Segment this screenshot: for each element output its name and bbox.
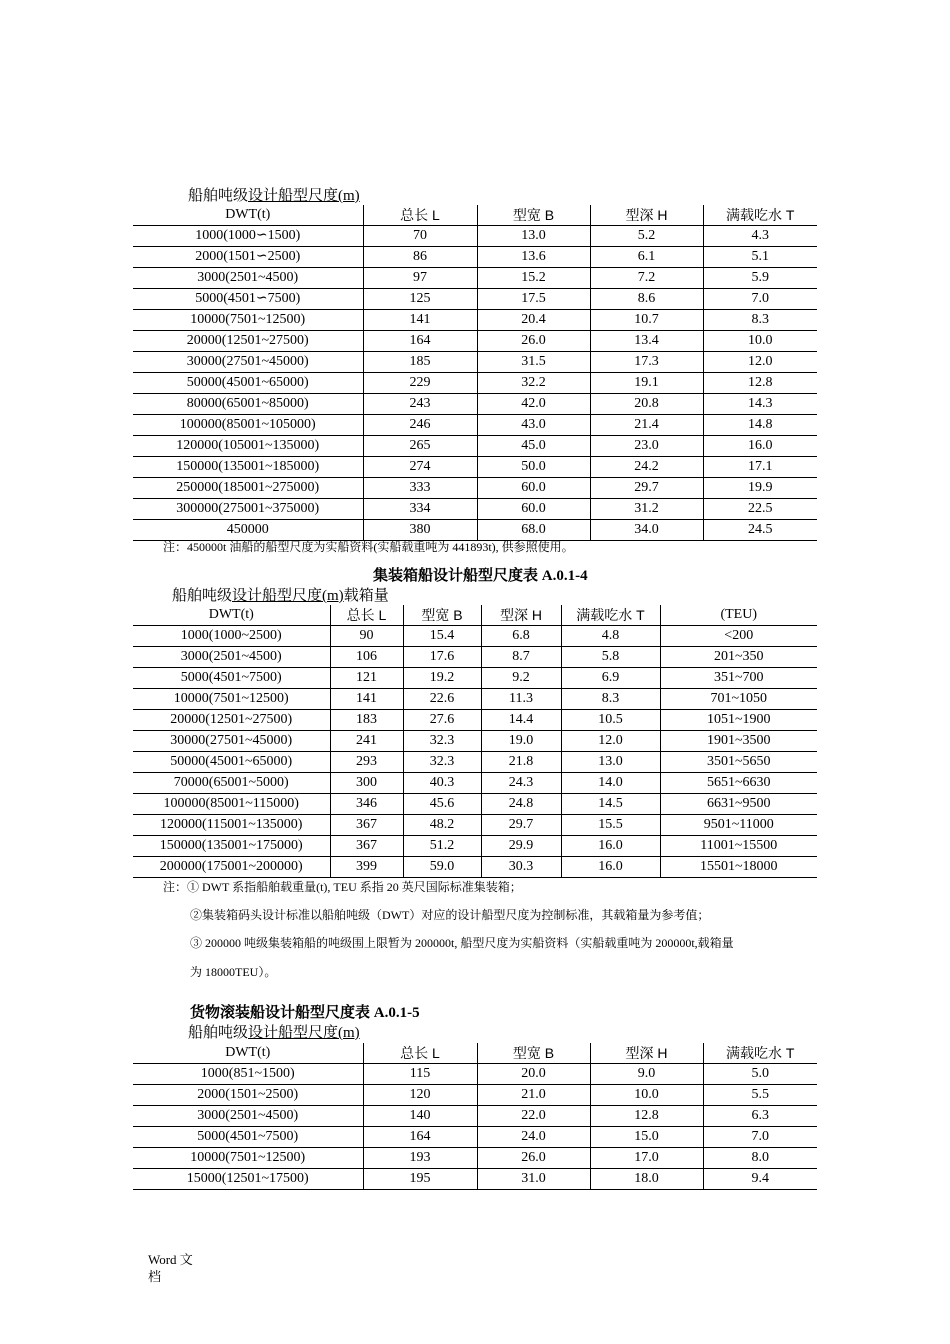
table2-note-4: 为 18000TEU）。 — [190, 965, 277, 979]
table-cell: 7.2 — [590, 268, 703, 289]
table2 — [133, 605, 817, 878]
table2-note-2: ②集装箱码头设计标准以船舶吨级（DWT）对应的设计船型尺度为控制标准，其载箱量为参考值； — [190, 908, 710, 922]
table-cell: 8.3 — [561, 689, 660, 710]
table-cell: 18.0 — [590, 1169, 703, 1190]
table-cell: 3000(2501~4500) — [133, 647, 330, 668]
table-cell: 164 — [363, 1127, 477, 1148]
table-cell: 5.5 — [703, 1085, 817, 1106]
table-cell: 100000(85001~105000) — [133, 415, 363, 436]
table-row — [133, 857, 817, 878]
table-cell: 367 — [330, 836, 403, 857]
table-cell: 16.0 — [703, 436, 817, 457]
table-cell: 10.0 — [703, 331, 817, 352]
table-cell: 2000(1501~2500) — [133, 1085, 363, 1106]
table-cell: 200000(175001~200000) — [133, 857, 330, 878]
table-cell: 50.0 — [477, 457, 590, 478]
table-cell: 13.6 — [477, 247, 590, 268]
table-cell: 100000(85001~115000) — [133, 794, 330, 815]
table-row — [133, 752, 817, 773]
table1-caption — [188, 184, 360, 205]
table-cell: 10.0 — [590, 1085, 703, 1106]
table-cell: 20.4 — [477, 310, 590, 331]
table-cell: 20.8 — [590, 394, 703, 415]
table-cell: 346 — [330, 794, 403, 815]
table-row — [133, 310, 817, 331]
table-cell: 17.6 — [403, 647, 481, 668]
table-cell: 22.5 — [703, 499, 817, 520]
table-cell: 5.0 — [703, 1064, 817, 1085]
table-cell: 15.5 — [561, 815, 660, 836]
table2-caption-suffix: 载箱量 — [343, 588, 389, 604]
column-header: (TEU) — [660, 605, 817, 626]
table-cell: 334 — [363, 499, 477, 520]
table-cell: 13.0 — [561, 752, 660, 773]
table1-caption-underlined: 设计船型尺度(m) — [248, 188, 360, 204]
table3-caption — [188, 1021, 360, 1042]
table-cell: 13.4 — [590, 331, 703, 352]
table-cell: 17.1 — [703, 457, 817, 478]
table-cell: 80000(65001~85000) — [133, 394, 363, 415]
table-row — [133, 710, 817, 731]
table-cell: 201~350 — [660, 647, 817, 668]
table-cell: 86 — [363, 247, 477, 268]
table-cell: 59.0 — [403, 857, 481, 878]
table-cell: 15501~18000 — [660, 857, 817, 878]
table-cell: 193 — [363, 1148, 477, 1169]
table-cell: 333 — [363, 478, 477, 499]
table-row — [133, 836, 817, 857]
table-cell: 274 — [363, 457, 477, 478]
table-cell: 48.2 — [403, 815, 481, 836]
table-cell: 23.0 — [590, 436, 703, 457]
table-row — [133, 689, 817, 710]
table-cell: 29.7 — [481, 815, 561, 836]
table-cell: 90 — [330, 626, 403, 647]
table-cell: 70000(65001~5000) — [133, 773, 330, 794]
table-cell: 50000(45001~65000) — [133, 752, 330, 773]
table3-title: 货物滚装船设计船型尺度表 A.0.1-5 — [190, 1005, 420, 1021]
table-row — [133, 1148, 817, 1169]
table-cell: 5000(4501∽7500) — [133, 289, 363, 310]
column-header: 满载吃水 T — [703, 1043, 817, 1064]
table-cell: 14.8 — [703, 415, 817, 436]
table-cell: 15.0 — [590, 1127, 703, 1148]
table-cell: 7.0 — [703, 289, 817, 310]
table-cell: 12.0 — [703, 352, 817, 373]
table-cell: 22.0 — [477, 1106, 590, 1127]
table2-caption — [172, 584, 389, 605]
table-cell: 450000 — [133, 520, 363, 541]
table-cell: 1000(1000~2500) — [180, 628, 282, 643]
table-cell: 183 — [330, 710, 403, 731]
table-cell: 12.8 — [590, 1106, 703, 1127]
table-cell: 150000(135001~175000) — [133, 836, 330, 857]
table-cell: 43.0 — [477, 415, 590, 436]
table-cell: <200 — [660, 626, 817, 647]
table-cell: 32.2 — [477, 373, 590, 394]
table-cell: 185 — [363, 352, 477, 373]
table-cell: 6631~9500 — [660, 794, 817, 815]
table2-title: 集装箱船设计船型尺度表 A.0.1-4 — [373, 568, 588, 584]
table-cell: 15.4 — [403, 626, 481, 647]
table-cell: 367 — [330, 815, 403, 836]
table-cell: 6.1 — [590, 247, 703, 268]
table-cell: 70 — [363, 226, 477, 247]
table-cell: 120000(105001~135000) — [133, 436, 363, 457]
table-cell: 8.7 — [481, 647, 561, 668]
table-cell: 19.2 — [403, 668, 481, 689]
table-cell: 10000(7501~12500) — [133, 689, 330, 710]
table1 — [133, 205, 817, 541]
table1-note: 注：450000t 油船的船型尺度为实船资料(实船载重吨为 441893t), 供参照使用。 — [163, 540, 574, 554]
table-cell: 30000(27501~45000) — [133, 352, 363, 373]
table-cell: 19.9 — [703, 478, 817, 499]
table-cell: 24.2 — [590, 457, 703, 478]
table-row — [133, 268, 817, 289]
table-row — [133, 794, 817, 815]
column-header: 型深 H — [590, 1043, 703, 1064]
table1-caption-prefix: 船舶吨级 — [188, 188, 249, 204]
table-cell: 5651~6630 — [660, 773, 817, 794]
table-cell: 380 — [363, 520, 477, 541]
table-cell: 293 — [330, 752, 403, 773]
table-cell: 31.2 — [590, 499, 703, 520]
table-cell: 3000(2501~4500) — [133, 268, 363, 289]
table-row — [133, 352, 817, 373]
table-row — [133, 436, 817, 457]
table-cell: 5.9 — [703, 268, 817, 289]
table-row — [133, 331, 817, 352]
table-cell: 9501~11000 — [660, 815, 817, 836]
table-cell: 19.0 — [481, 731, 561, 752]
table-cell: 17.3 — [590, 352, 703, 373]
table-cell: 22.6 — [403, 689, 481, 710]
table-cell: 60.0 — [477, 499, 590, 520]
table-cell: 6.8 — [481, 626, 561, 647]
table-cell: 399 — [330, 857, 403, 878]
column-header: 型宽 B — [403, 605, 481, 626]
table-cell: 1000(851~1500) — [200, 1066, 295, 1081]
table-cell: 45.0 — [477, 436, 590, 457]
table-cell: 164 — [363, 331, 477, 352]
table-cell: 20000(12501~27500) — [133, 331, 363, 352]
table-row — [133, 1106, 817, 1127]
table-row — [133, 731, 817, 752]
table-row — [133, 1169, 817, 1190]
column-header: 总长 L — [363, 1043, 477, 1064]
table-cell: 150000(135001~185000) — [133, 457, 363, 478]
table-cell: 141 — [363, 310, 477, 331]
table-cell: 300000(275001~375000) — [133, 499, 363, 520]
table-cell: 20.0 — [477, 1064, 590, 1085]
table-cell: 7.0 — [703, 1127, 817, 1148]
column-header: 满载吃水 T — [703, 205, 817, 226]
table-cell: 19.1 — [590, 373, 703, 394]
table-cell: 5.1 — [703, 247, 817, 268]
table-row — [133, 457, 817, 478]
table-cell: 3501~5650 — [660, 752, 817, 773]
table-cell: 30.3 — [481, 857, 561, 878]
table-cell: 20000(12501~27500) — [133, 710, 330, 731]
table-cell: 9.2 — [481, 668, 561, 689]
table-cell: 195 — [363, 1169, 477, 1190]
table-row — [133, 373, 817, 394]
table-cell: 5000(4501~7500) — [133, 1127, 363, 1148]
table-cell: 17.5 — [477, 289, 590, 310]
table-cell: 701~1050 — [660, 689, 817, 710]
column-header: 型深 H — [590, 205, 703, 226]
table-cell: 2000(1501∽2500) — [133, 247, 363, 268]
table-cell: 1051~1900 — [660, 710, 817, 731]
table-row — [133, 499, 817, 520]
table3-caption-underlined: 设计船型尺度(m) — [248, 1025, 360, 1041]
table-cell: 29.7 — [590, 478, 703, 499]
table-row — [133, 647, 817, 668]
table-cell: 3000(2501~4500) — [133, 1106, 363, 1127]
table-cell: 5.2 — [590, 226, 703, 247]
table-row — [133, 773, 817, 794]
table-cell: 120000(115001~135000) — [133, 815, 330, 836]
table-row — [133, 394, 817, 415]
table-cell: 106 — [330, 647, 403, 668]
table-cell: 26.0 — [477, 1148, 590, 1169]
table-cell: 120 — [363, 1085, 477, 1106]
table-cell: 32.3 — [403, 752, 481, 773]
table-cell: 11001~15500 — [660, 836, 817, 857]
table-cell: 9.4 — [703, 1169, 817, 1190]
table-cell: 50000(45001~65000) — [133, 373, 363, 394]
table-cell: 140 — [363, 1106, 477, 1127]
table-cell: 32.3 — [403, 731, 481, 752]
table-cell: 141 — [330, 689, 403, 710]
table-cell: 246 — [363, 415, 477, 436]
table-cell: 24.3 — [481, 773, 561, 794]
table-cell: 243 — [363, 394, 477, 415]
table-cell: 10.7 — [590, 310, 703, 331]
table-cell: 10000(7501~12500) — [133, 1148, 363, 1169]
table-cell: 15000(12501~17500) — [133, 1169, 363, 1190]
table-row — [133, 226, 817, 247]
table-cell: 40.3 — [403, 773, 481, 794]
table-cell: 8.0 — [703, 1148, 817, 1169]
footer-line-1: Word 文 — [148, 1252, 193, 1267]
table-cell: 12.0 — [561, 731, 660, 752]
table2-note-3: ③ 200000 吨级集装箱船的吨级围上限暂为 200000t, 船型尺度为实船资料（实船载重吨为 200000t,载箱量 — [190, 936, 734, 950]
table-cell: 14.4 — [481, 710, 561, 731]
table-row — [133, 626, 817, 647]
table-cell: 300 — [330, 773, 403, 794]
column-header: 总长 L — [363, 205, 477, 226]
table-cell: 10000(7501~12500) — [133, 310, 363, 331]
table-cell: 21.8 — [481, 752, 561, 773]
table2-note-1: 注：① DWT 系指船舶载重量(t), TEU 系指 20 英尺国际标准集装箱； — [163, 880, 522, 894]
table-cell: 51.2 — [403, 836, 481, 857]
footer-line-2: 档 — [148, 1269, 162, 1284]
table-cell: 8.3 — [703, 310, 817, 331]
table-cell: 24.8 — [481, 794, 561, 815]
footer — [148, 1251, 193, 1285]
table-cell: 16.0 — [561, 836, 660, 857]
table-row — [133, 478, 817, 499]
table-cell: 16.0 — [561, 857, 660, 878]
table-row — [133, 1085, 817, 1106]
table-cell: 24.0 — [477, 1127, 590, 1148]
table-cell: 10.5 — [561, 710, 660, 731]
table-cell: 14.5 — [561, 794, 660, 815]
table-cell: 68.0 — [477, 520, 590, 541]
table-cell: 4.8 — [561, 626, 660, 647]
column-header: 型宽 B — [477, 205, 590, 226]
table-cell: 12.8 — [703, 373, 817, 394]
column-header: 型宽 B — [477, 1043, 590, 1064]
table-cell: 241 — [330, 731, 403, 752]
table-cell: 6.9 — [561, 668, 660, 689]
column-header: 型深 H — [481, 605, 561, 626]
table-cell: 9.0 — [590, 1064, 703, 1085]
table-cell: 265 — [363, 436, 477, 457]
table-cell: 60.0 — [477, 478, 590, 499]
table-cell: 30000(27501~45000) — [133, 731, 330, 752]
table-cell: 29.9 — [481, 836, 561, 857]
column-header: 满载吃水 T — [561, 605, 660, 626]
table-row — [133, 815, 817, 836]
table3-caption-prefix: 船舶吨级 — [188, 1025, 249, 1041]
table-row — [133, 415, 817, 436]
table-cell: 5000(4501~7500) — [133, 668, 330, 689]
table-cell: 1000(1000∽1500) — [195, 228, 301, 243]
table-cell: 121 — [330, 668, 403, 689]
table-cell: 14.0 — [561, 773, 660, 794]
table-cell: 21.4 — [590, 415, 703, 436]
table-cell: 42.0 — [477, 394, 590, 415]
table-cell: 5.8 — [561, 647, 660, 668]
table3 — [133, 1043, 817, 1190]
table-cell: 45.6 — [403, 794, 481, 815]
table-cell: 351~700 — [660, 668, 817, 689]
table-cell: 4.3 — [703, 226, 817, 247]
table-row — [133, 1127, 817, 1148]
table2-caption-prefix: 船舶吨级 — [172, 588, 233, 604]
column-header: DWT(t) — [133, 605, 330, 626]
table-cell: 26.0 — [477, 331, 590, 352]
table-cell: 13.0 — [477, 226, 590, 247]
table-cell: 14.3 — [703, 394, 817, 415]
table-row — [133, 668, 817, 689]
table-cell: 1901~3500 — [660, 731, 817, 752]
table-row — [133, 1064, 817, 1085]
table-row — [133, 289, 817, 310]
table-cell: 34.0 — [590, 520, 703, 541]
column-header: DWT(t) — [133, 205, 363, 226]
table-cell: 250000(185001~275000) — [133, 478, 363, 499]
table-cell: 31.5 — [477, 352, 590, 373]
table-row — [133, 247, 817, 268]
column-header: DWT(t) — [133, 1043, 363, 1064]
table-cell: 15.2 — [477, 268, 590, 289]
table-cell: 17.0 — [590, 1148, 703, 1169]
table-cell: 8.6 — [590, 289, 703, 310]
table-cell: 115 — [363, 1064, 477, 1085]
table-cell: 27.6 — [403, 710, 481, 731]
column-header: 总长 L — [330, 605, 403, 626]
table-cell: 24.5 — [703, 520, 817, 541]
table-cell: 21.0 — [477, 1085, 590, 1106]
table-cell: 31.0 — [477, 1169, 590, 1190]
table-cell: 229 — [363, 373, 477, 394]
table-cell: 97 — [363, 268, 477, 289]
table-cell: 6.3 — [703, 1106, 817, 1127]
table2-caption-underlined: 设计船型尺度(m) — [232, 588, 344, 604]
table-cell: 125 — [363, 289, 477, 310]
table-cell: 11.3 — [481, 689, 561, 710]
